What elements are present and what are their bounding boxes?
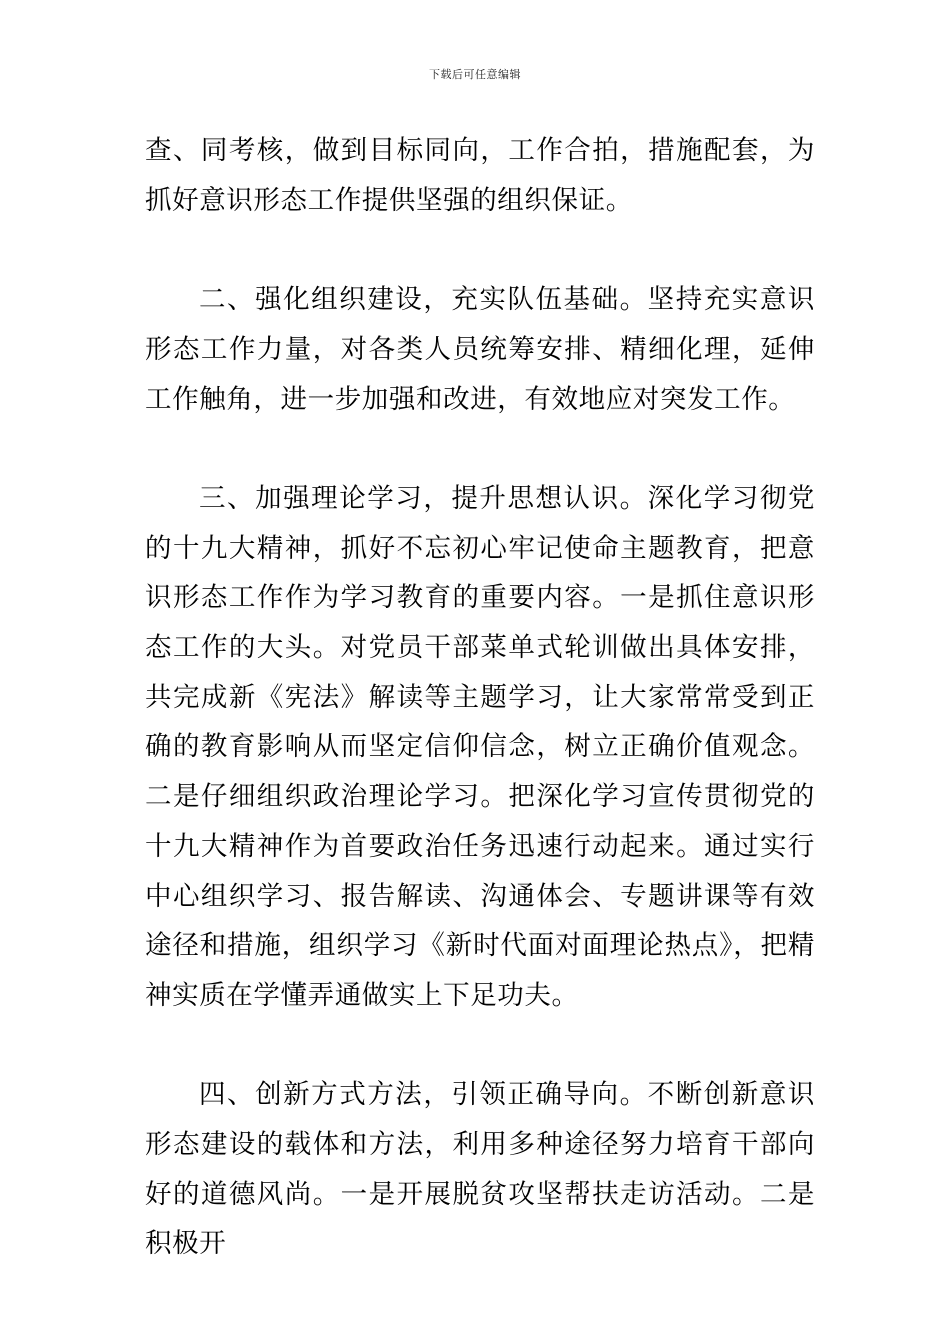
download-note: 下载后可任意编辑 bbox=[429, 68, 521, 81]
paragraph-section-3: 三、加强理论学习，提升思想认识。深化学习彻党的十九大精神，抓好不忘初心牢记使命主题教育，把意识形态工作作为学习教育的重要内容。一是抓住意识形态工作的大头。对党员干部菜单式轮训做出具体安排，共完成新《宪法》解读等主题学习，让大家常常受到正确的教育影响从而坚定信仰信念，树立正确价值观念。二是仔细组织政治理论学习。把深化学习宣传贯彻党的十九大精神作为首要政治任务迅速行动起来。通过实行中心组织学习、报告解读、沟通体会、专题讲课等有效途径和措施，组织学习《新时代面对面理论热点》，把精神实质在学懂弄通做实上下足功夫。 bbox=[145, 482, 815, 1011]
paragraph-section-4: 四、创新方式方法，引领正确导向。不断创新意识形态建设的载体和方法，利用多种途径努力培育干部向好的道德风尚。一是开展脱贫攻坚帮扶走访活动。二是积极开 bbox=[145, 1079, 815, 1260]
paragraph-section-2: 二、强化组织建设，充实队伍基础。坚持充实意识形态工作力量，对各类人员统筹安排、精细化理，延伸工作触角，进一步加强和改进，有效地应对突发工作。 bbox=[145, 284, 815, 415]
document-body bbox=[145, 126, 815, 1269]
paragraph-continuation: 查、同考核，做到目标同向，工作合拍，措施配套，为抓好意识形态工作提供坚强的组织保证。 bbox=[145, 135, 815, 216]
